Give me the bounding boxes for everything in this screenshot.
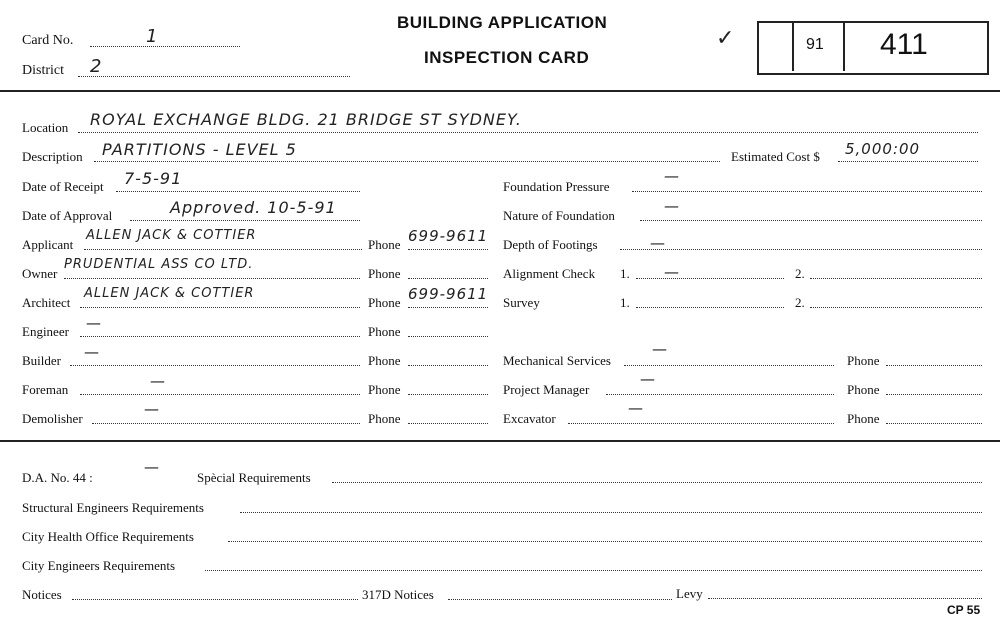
foreman-phone-label: Phone bbox=[368, 382, 401, 397]
foreman-label: Foreman bbox=[22, 382, 69, 397]
demolisher-value: — bbox=[144, 400, 160, 418]
card-number: 411 bbox=[880, 28, 928, 61]
description-value: PARTITIONS - LEVEL 5 bbox=[102, 140, 297, 159]
city-health-label: City Health Office Requirements bbox=[22, 529, 194, 544]
nature-of-foundation-value: — bbox=[664, 197, 680, 215]
estimated-cost-dots bbox=[838, 161, 978, 162]
date-of-receipt-dots bbox=[116, 191, 360, 192]
applicant-dots bbox=[84, 249, 362, 250]
depth-of-footings-dots bbox=[620, 249, 982, 250]
engineer-dots bbox=[80, 336, 360, 337]
mechanical-services-dots bbox=[624, 365, 834, 366]
mechanical-services-value: — bbox=[652, 340, 668, 358]
description-label: Description bbox=[22, 149, 83, 164]
city-engineers-dots bbox=[205, 570, 982, 571]
alignment-check-one-dots bbox=[636, 278, 784, 279]
notices-dots bbox=[72, 599, 358, 600]
applicant-phone-dots bbox=[408, 249, 488, 250]
architect-dots bbox=[80, 307, 360, 308]
foundation-pressure-label: Foundation Pressure bbox=[503, 179, 610, 194]
architect-label: Architect bbox=[22, 295, 71, 310]
date-of-approval-dots bbox=[130, 220, 360, 221]
location-value: ROYAL EXCHANGE BLDG. 21 BRIDGE ST SYDNEY. bbox=[90, 110, 522, 129]
foundation-pressure-value: — bbox=[664, 167, 680, 185]
architect-phone-label: Phone bbox=[368, 295, 401, 310]
city-health-dots bbox=[228, 541, 982, 542]
demolisher-dots bbox=[92, 423, 360, 424]
project-manager-label: Project Manager bbox=[503, 382, 590, 397]
foreman-value: — bbox=[150, 372, 166, 390]
date-of-approval-value: Approved. 10-5-91 bbox=[170, 198, 337, 217]
card-number-divider2 bbox=[843, 23, 845, 71]
location-label: Location bbox=[22, 120, 69, 135]
excavator-phone-dots bbox=[886, 423, 982, 424]
alignment-check-label: Alignment Check bbox=[503, 266, 596, 281]
card-code: CP 55 bbox=[947, 603, 981, 617]
survey-two-dots bbox=[810, 307, 982, 308]
structural-engineers-dots bbox=[240, 512, 982, 513]
owner-label: Owner bbox=[22, 266, 58, 281]
middle-divider bbox=[0, 440, 1000, 442]
date-of-receipt-value: 7-5-91 bbox=[124, 169, 183, 188]
applicant-label: Applicant bbox=[22, 237, 74, 252]
engineer-label: Engineer bbox=[22, 324, 69, 339]
special-requirements-dots bbox=[332, 482, 982, 483]
engineer-value: — bbox=[86, 314, 102, 332]
foundation-pressure-dots bbox=[632, 191, 982, 192]
demolisher-phone-label: Phone bbox=[368, 411, 401, 426]
builder-label: Builder bbox=[22, 353, 61, 368]
date-of-approval-label: Date of Approval bbox=[22, 208, 113, 223]
architect-phone-dots bbox=[408, 307, 488, 308]
owner-value: PRUDENTIAL ASS CO LTD. bbox=[64, 257, 254, 272]
city-engineers-label: City Engineers Requirements bbox=[22, 558, 176, 573]
notices-317d-dots bbox=[448, 599, 672, 600]
engineer-phone-label: Phone bbox=[368, 324, 401, 339]
applicant-phone-label: Phone bbox=[368, 237, 401, 252]
da-number-value: — bbox=[144, 458, 160, 476]
builder-phone-dots bbox=[408, 365, 488, 366]
alignment-check-two-dots bbox=[810, 278, 982, 279]
nature-of-foundation-dots bbox=[640, 220, 982, 221]
mechanical-services-label: Mechanical Services bbox=[503, 353, 611, 368]
excavator-value: — bbox=[628, 399, 644, 417]
depth-of-footings-label: Depth of Footings bbox=[503, 237, 598, 252]
alignment-check-one: 1. bbox=[620, 266, 630, 281]
district-value: 2 bbox=[90, 56, 103, 77]
check-mark: ✓ bbox=[716, 26, 736, 51]
architect-value: ALLEN JACK & COTTIER bbox=[84, 286, 255, 301]
mechanical-services-phone-label: Phone bbox=[847, 353, 880, 368]
notices-317d-label: 317D Notices bbox=[362, 587, 434, 602]
notices-label: Notices bbox=[22, 587, 62, 602]
survey-two: 2. bbox=[795, 295, 805, 310]
excavator-label: Excavator bbox=[503, 411, 556, 426]
nature-of-foundation-label: Nature of Foundation bbox=[503, 208, 615, 223]
demolisher-phone-dots bbox=[408, 423, 488, 424]
da-number-label: D.A. No. 44 : bbox=[22, 470, 93, 485]
owner-phone-label: Phone bbox=[368, 266, 401, 281]
location-dots bbox=[78, 132, 978, 133]
excavator-phone-label: Phone bbox=[847, 411, 880, 426]
card-no-label: Card No. bbox=[22, 33, 74, 48]
date-of-receipt-label: Date of Receipt bbox=[22, 179, 104, 194]
foreman-phone-dots bbox=[408, 394, 488, 395]
estimated-cost-label: Estimated Cost $ bbox=[731, 149, 820, 164]
mechanical-services-phone-dots bbox=[886, 365, 982, 366]
demolisher-label: Demolisher bbox=[22, 411, 83, 426]
owner-dots bbox=[64, 278, 360, 279]
special-requirements-label: Spècial Requirements bbox=[197, 470, 311, 485]
project-manager-phone-dots bbox=[886, 394, 982, 395]
architect-phone-value: 699-9611 bbox=[408, 285, 489, 303]
excavator-dots bbox=[568, 423, 834, 424]
survey-one-dots bbox=[636, 307, 784, 308]
card-number-divider1 bbox=[792, 23, 794, 71]
foreman-dots bbox=[80, 394, 360, 395]
year-number: 91 bbox=[806, 36, 824, 53]
owner-phone-dots bbox=[408, 278, 488, 279]
description-dots bbox=[94, 161, 720, 162]
card-no-dots bbox=[90, 46, 240, 47]
builder-phone-label: Phone bbox=[368, 353, 401, 368]
project-manager-phone-label: Phone bbox=[847, 382, 880, 397]
engineer-phone-dots bbox=[408, 336, 488, 337]
project-manager-value: — bbox=[640, 370, 656, 388]
applicant-phone-value: 699-9611 bbox=[408, 227, 489, 245]
builder-dots bbox=[70, 365, 360, 366]
district-label: District bbox=[22, 63, 64, 78]
project-manager-dots bbox=[606, 394, 834, 395]
card-no-value: 1 bbox=[146, 26, 159, 47]
header-divider bbox=[0, 90, 1000, 92]
alignment-check-one-value: — bbox=[664, 263, 680, 281]
applicant-value: ALLEN JACK & COTTIER bbox=[86, 228, 257, 243]
district-dots bbox=[78, 76, 350, 77]
card-title-line2: INSPECTION CARD bbox=[424, 48, 590, 67]
alignment-check-two: 2. bbox=[795, 266, 805, 281]
estimated-cost-value: 5,000:00 bbox=[845, 140, 921, 158]
survey-label: Survey bbox=[503, 295, 540, 310]
levy-dots bbox=[708, 598, 982, 599]
survey-one: 1. bbox=[620, 295, 630, 310]
builder-value: — bbox=[84, 343, 100, 361]
structural-engineers-label: Structural Engineers Requirements bbox=[22, 500, 204, 515]
depth-of-footings-value: — bbox=[650, 234, 666, 252]
card-title-line1: BUILDING APPLICATION bbox=[397, 13, 608, 32]
levy-label: Levy bbox=[676, 586, 703, 601]
